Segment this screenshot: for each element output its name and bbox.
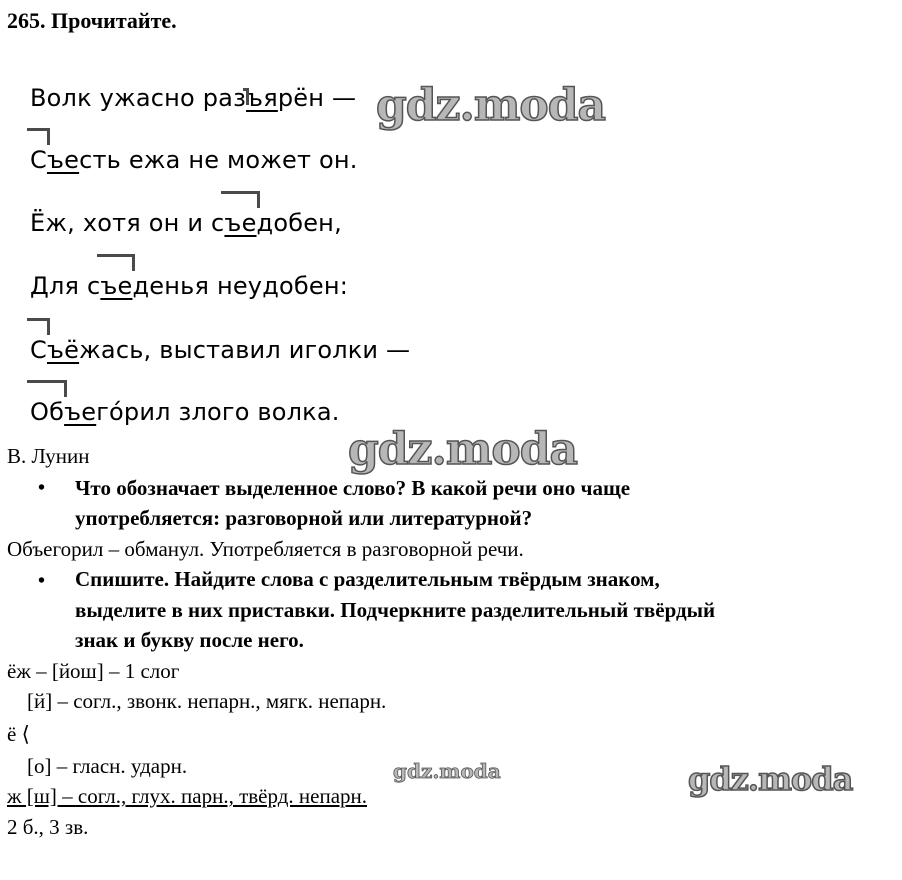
watermark: gdz.moda — [376, 80, 606, 131]
separator-letters: ъе — [46, 146, 80, 174]
analysis-line-5: ж [ш] – согл., глух. парн., твёрд. непарн. — [7, 784, 368, 808]
poem-text: добен, — [256, 209, 342, 237]
poem-author: В. Лунин — [7, 444, 90, 468]
prefix-mark: ъе — [100, 272, 133, 300]
poem-line-1 — [30, 84, 356, 112]
analysis-line-3: ё ⟨ — [7, 722, 30, 746]
analysis-line-2: [й] – согл., звонк. непарн., мягк. непарн. — [27, 689, 387, 713]
exercise-title: 265. Прочитайте. — [7, 8, 177, 33]
poem-text: жась, выставил иголки — — [79, 336, 411, 364]
task2-question-line-1: Спишите. Найдите слова с разделительным твёрдым знаком, — [75, 567, 660, 591]
poem-text: Ёж, хотя он и с — [30, 209, 225, 237]
analysis-line-1: ёж – [йош] – 1 слог — [7, 659, 180, 683]
poem-line-5 — [30, 336, 410, 364]
poem-line-4 — [30, 272, 348, 300]
task1-question-line-1: Что обозначает выделенное слово? В какой речи оно чаще — [75, 476, 631, 500]
poem-line-3 — [30, 209, 342, 237]
bullet-1: • — [38, 477, 46, 499]
watermark: gdz.moda — [348, 424, 578, 475]
analysis-line-4: [о] – гласн. ударн. — [27, 754, 188, 778]
poem-text: Для с — [30, 272, 101, 300]
separator-letters: ъе — [64, 398, 97, 426]
prefix-mark: С — [30, 146, 47, 174]
prefix-mark: С — [30, 336, 47, 364]
poem-text: сть ежа не может он. — [79, 146, 358, 174]
prefix-mark: Об — [30, 398, 65, 426]
watermark: gdz.moda — [688, 760, 853, 798]
watermark: gdz.moda — [393, 759, 501, 783]
separator-letters: ъё — [46, 336, 80, 364]
poem-line-6 — [30, 398, 340, 426]
bullet-2: • — [38, 570, 46, 592]
task2-question-line-2: выделите в них приставки. Подчеркните разделительный твёрдый — [75, 598, 716, 622]
poem-text: гóрил злого волка. — [96, 398, 340, 426]
poem-text: рён — — [277, 84, 357, 112]
analysis-line-6: 2 б., 3 зв. — [7, 815, 89, 839]
task1-question-line-2: употребляется: разговорной или литературной? — [75, 506, 533, 530]
poem-text: Волк ужасно раз — [30, 84, 247, 112]
task1-answer: Объегорил – обманул. Употребляется в разговорной речи. — [7, 537, 524, 561]
task2-question-line-3: знак и букву после него. — [75, 628, 304, 652]
poem-text: денья неудобен: — [132, 272, 349, 300]
prefix-mark: ъе — [224, 209, 257, 237]
separator-letters: ъя — [246, 84, 278, 112]
poem-line-2 — [30, 146, 358, 174]
